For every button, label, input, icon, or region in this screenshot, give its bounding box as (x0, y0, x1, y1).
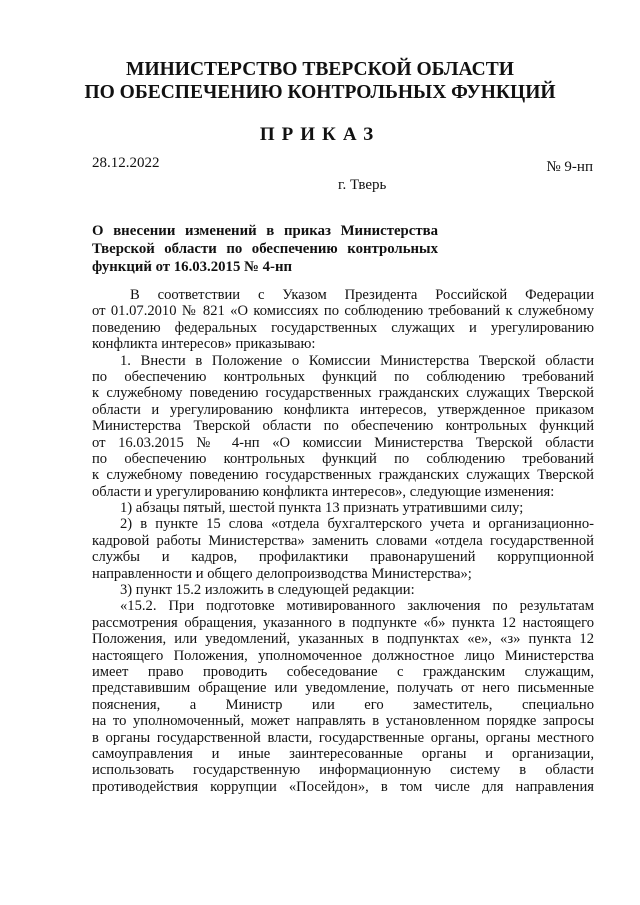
ministry-name-line-2: ПО ОБЕСПЕЧЕНИЮ КОНТРОЛЬНЫХ ФУНКЦИЙ (84, 82, 556, 103)
body-line: использовать государственную информационную систему в области (92, 762, 594, 779)
body-line: 3) пункт 15.2 изложить в следующей редакции: (120, 582, 415, 599)
body-line: к служебному поведению государственных гражданских служащих Тверской (92, 467, 594, 484)
body-line: В соответствии с Указом Президента Российской Федерации (130, 287, 594, 303)
body-line: кадровой работы Министерства» заменить словами «отдела государственной (92, 532, 594, 549)
subject-line: функций от 16.03.2015 № 4-нп (92, 259, 292, 275)
body-line: 1. Внести в Положение о Комиссии Министерства Тверской области (120, 352, 594, 369)
order-subject (92, 222, 438, 276)
body-line: конфликта интересов» приказываю: (92, 336, 316, 353)
body-line: противодействия коррупции «Посейдон», в том числе для направления (92, 778, 594, 795)
body-line: области и урегулированию конфликта интересов, утвержденное приказом (92, 401, 594, 418)
body-line: на то уполномоченный, может направлять в установленном порядке запросы (92, 713, 594, 730)
body-line: Положения, или уведомлений, указанных в подпунктах «е», «з» пункта 12 (92, 631, 594, 648)
order-body (92, 287, 594, 795)
body-line: представившим обращение или уведомление, получать от него письменные (92, 680, 594, 697)
order-date: 28.12.2022 (92, 155, 160, 171)
body-line: по обеспечению контрольных функций по соблюдению требований (92, 450, 594, 467)
ministry-name-line-1: МИНИСТЕРСТВО ТВЕРСКОЙ ОБЛАСТИ (126, 59, 514, 80)
body-line: «15.2. При подготовке мотивированного заключения по результатам (120, 598, 594, 615)
order-number: № 9-нп (546, 159, 593, 175)
body-line: в органы государственной власти, государственные органы, органы местного (92, 729, 594, 746)
body-line: от 16.03.2015 № 4-нп «О комиссии Министерства Тверской области (92, 434, 594, 451)
order-city: г. Тверь (338, 177, 387, 193)
ministry-header (0, 58, 640, 104)
body-line: имеет право проводить собеседование с гражданским служащим, (92, 663, 594, 680)
body-line: области и урегулированию конфликта интересов», следующие изменения: (92, 483, 555, 500)
body-line: 1) абзацы пятый, шестой пункта 13 признать утратившими силу; (120, 500, 524, 517)
body-line: настоящего Положения, уполномоченное должностное лицо Министерства (92, 647, 594, 664)
body-line: по обеспечению контрольных функций по соблюдению требований (92, 368, 594, 385)
body-line: службы и кадров, профилактики правонарушений коррупционной (92, 549, 594, 566)
body-line: самоуправления и иные заинтересованные органы и организации, (92, 745, 594, 762)
body-line: к служебному поведению государственных гражданских служащих Тверской (92, 385, 594, 402)
body-line: 2) в пункте 15 слова «отдела бухгалтерского учета и организационно- (120, 516, 594, 533)
body-line: направленности и общего делопроизводства Министерства»; (92, 565, 472, 582)
document-type-title: ПРИКАЗ (259, 124, 381, 145)
body-line: рассмотрения обращения, указанного в подпункте «б» пункта 12 настоящего (92, 614, 594, 631)
subject-line: О внесении изменений в приказ Министерства (92, 223, 438, 239)
body-line: от 01.07.2010 № 821 «О комиссиях по соблюдению требований к служебному (92, 303, 594, 320)
body-line: поведению федеральных государственных служащих и урегулированию (92, 319, 594, 336)
body-line: пояснения, а Министр или его заместитель, специально (92, 696, 594, 713)
body-line: Министерства Тверской области по обеспечению контрольных функций (92, 418, 594, 435)
subject-line: Тверской области по обеспечению контрольных (92, 241, 438, 257)
